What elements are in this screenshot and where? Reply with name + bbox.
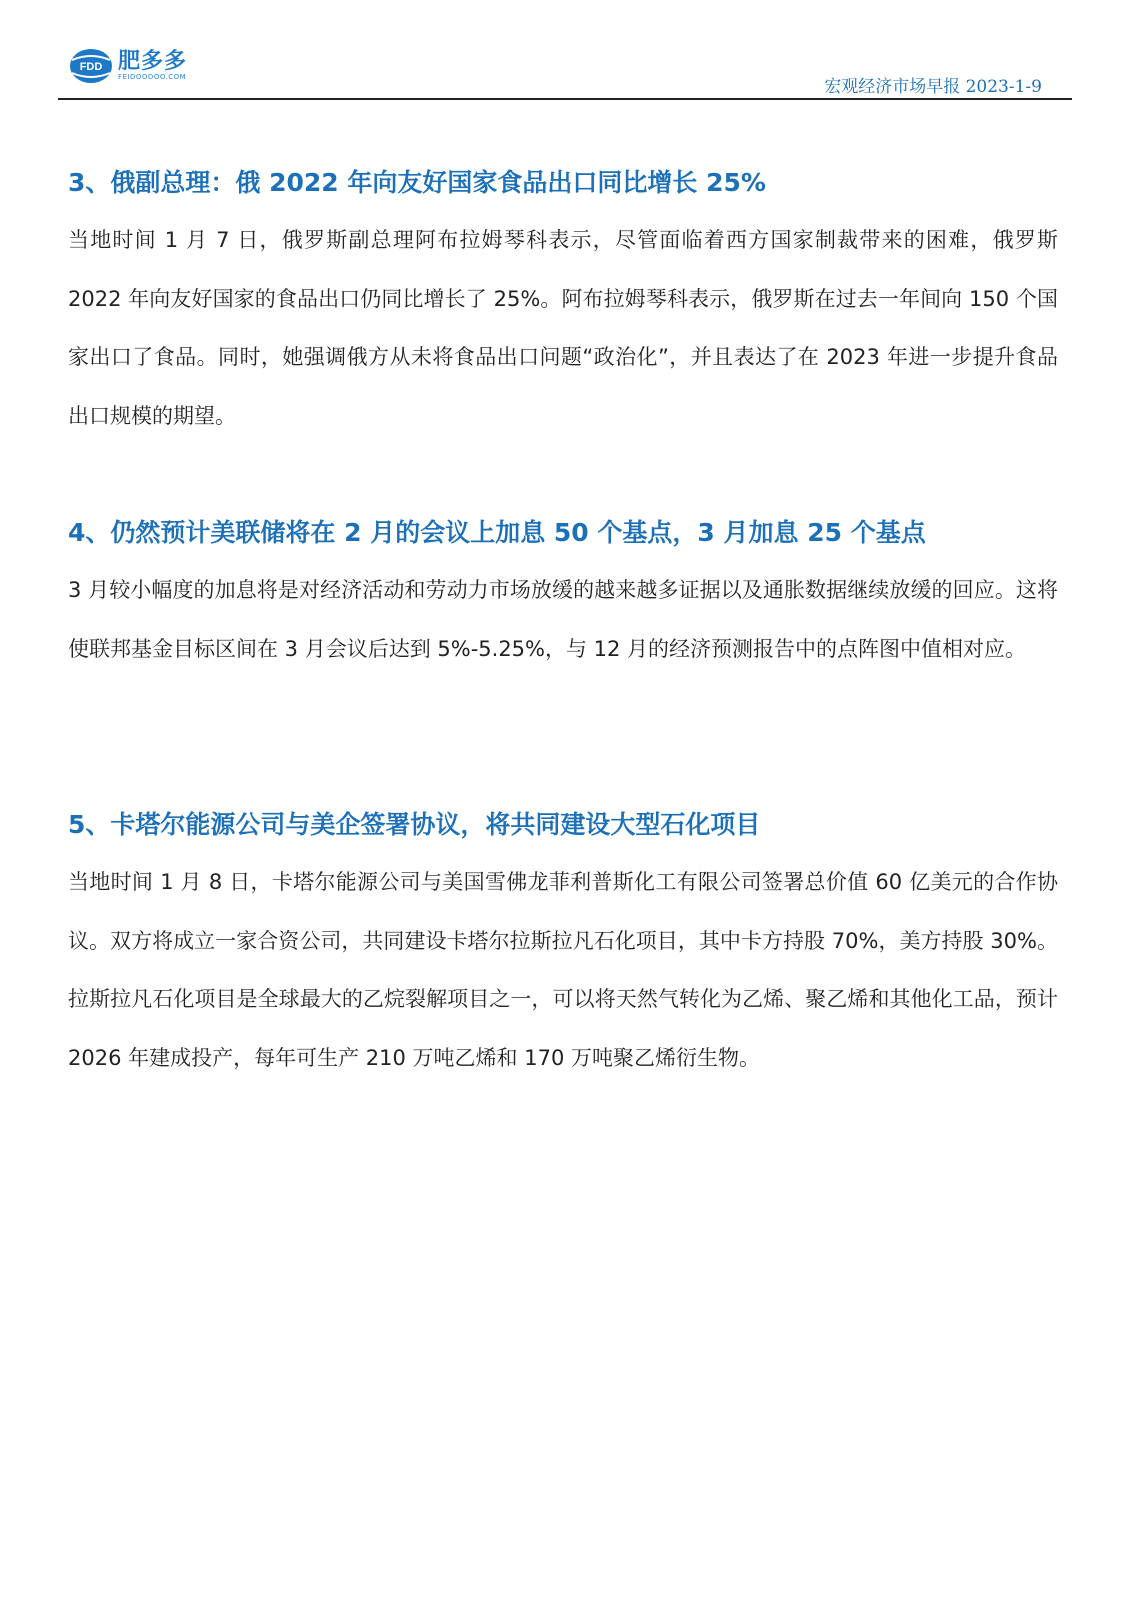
section-body: 当地时间 1 月 7 日，俄罗斯副总理阿布拉姆琴科表示，尽管面临着西方国家制裁带来的困难，俄罗斯 2022 年向友好国家的食品出口仍同比增长了 25%。阿布拉姆琴科表示，俄罗斯在过去一年间向 150 个国家出口了食品。同时，她强调俄方从未将食品出口问题“政治化”，并且表达了在 2023 年进一步提升食品出口规模的期望。 [68,228,1058,428]
logo-name: 肥多多 [118,49,188,74]
company-logo [68,42,198,88]
logo-site: FEIDOODOO.COM [118,73,187,81]
page-header [58,38,1072,100]
section-title: 3、俄副总理：俄 2022 年向友好国家食品出口同比增长 25% [68,168,766,197]
logo-badge-text: FDD [79,61,103,73]
news-section-5 [68,805,1058,1087]
section-title: 5、卡塔尔能源公司与美企签署协议，将共同建设大型石化项目 [68,810,761,839]
logo-globe-icon [68,46,114,86]
news-section-4 [68,513,1058,678]
section-body: 3 月较小幅度的加息将是对经济活动和劳动力市场放缓的越来越多证据以及通胀数据继续放缓的回应。这将使联邦基金目标区间在 3 月会议后达到 5%-5.25%，与 12 月的经济预测报告中的点阵图中值相对应。 [68,578,1058,661]
section-title: 4、仍然预计美联储将在 2 月的会议上加息 50 个基点，3 月加息 25 个基点 [68,518,926,547]
report-title: 宏观经济市场早报 2023-1-9 [824,77,1042,97]
section-body: 当地时间 1 月 8 日，卡塔尔能源公司与美国雪佛龙菲利普斯化工有限公司签署总价值 60 亿美元的合作协议。双方将成立一家合资公司，共同建设卡塔尔拉斯拉凡石化项目，其中卡方持股 70%，美方持股 30%。拉斯拉凡石化项目是全球最大的乙烷裂解项目之一，可以将天然气转化为乙烯、聚乙烯和其他化工品，预计 2026 年建成投产，每年可生产 210 万吨乙烯和 170 万吨聚乙烯衍生物。 [68,870,1058,1070]
news-section-3 [68,163,1058,445]
